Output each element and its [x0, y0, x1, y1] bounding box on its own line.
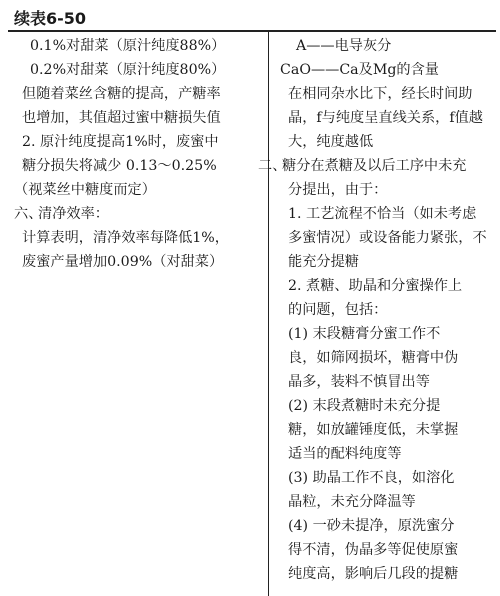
- right-line: 晶多，装料不慎冒出等: [288, 374, 430, 390]
- right-line: 的问题，包括：: [288, 302, 388, 318]
- right-line: 糖，如放罐锤度低，未掌握: [288, 422, 459, 438]
- left-line: （视菜丝中糖度而定）: [14, 182, 156, 198]
- left-line: 0.1%对甜菜（原汁纯度88%）: [30, 38, 226, 54]
- right-line: 晶，f与纯度呈直线关系，f值越: [288, 110, 483, 126]
- right-line: 能充分提糖: [288, 254, 359, 270]
- right-line: 大，纯度越低: [288, 134, 374, 150]
- left-section-heading: 六、清净效率：: [14, 202, 264, 226]
- right-line: (4) 一砂未提净，原洗蜜分: [288, 518, 455, 534]
- right-line: 适当的配料纯度等: [288, 446, 402, 462]
- right-line: 晶粒，未充分降温等: [288, 494, 416, 510]
- section-marker: 二、: [258, 158, 287, 174]
- right-line: 多蜜情况）或设备能力紧张，不: [288, 230, 487, 246]
- column-divider: [268, 30, 269, 596]
- left-column: [14, 34, 264, 274]
- right-line: 得不清，伪晶多等促使原蜜: [288, 542, 459, 558]
- right-line: 纯度高，影响后几段的提糖: [288, 566, 459, 582]
- right-line: 1. 工艺流程不恰当（如未考虑: [288, 206, 477, 222]
- right-line: 分提出，由于：: [288, 182, 388, 198]
- right-line: (2) 末段煮糖时未充分提: [288, 398, 441, 414]
- left-line: 2. 原汁纯度提高1%时，废蜜中: [22, 134, 219, 150]
- right-line: 在相同杂水比下，经长时间助: [288, 86, 473, 102]
- left-line: 废蜜产量增加0.09%（对甜菜）: [22, 254, 224, 270]
- left-line: 糖分损失将减少 0.13～0.25%: [22, 158, 217, 174]
- left-line: 但随着菜丝含糖的提高，产糖率: [22, 86, 221, 102]
- right-line: 良，如筛网损坏，糖膏中伪: [288, 350, 459, 366]
- right-line: CaO——Ca及Mg的含量: [280, 62, 439, 78]
- right-line: A——电导灰分: [296, 38, 392, 54]
- section-marker: 六、: [14, 206, 43, 222]
- right-column: [258, 34, 495, 586]
- table-top-rule: [8, 30, 496, 32]
- left-line: 计算表明，清净效率每降低1%，: [22, 230, 229, 246]
- left-line: 也增加，其值超过蜜中糖损失值: [22, 110, 221, 126]
- right-line: (1) 末段糖膏分蜜工作不: [288, 326, 441, 342]
- right-line: (3) 助晶工作不良，如溶化: [288, 470, 455, 486]
- right-line: 2. 煮糖、助晶和分蜜操作上: [288, 278, 463, 294]
- left-line: 0.2%对甜菜（原汁纯度80%）: [30, 62, 226, 78]
- right-section-heading: 二、糖分在煮糖及以后工序中未充: [258, 154, 495, 178]
- table-title: 续表6-50: [14, 9, 87, 28]
